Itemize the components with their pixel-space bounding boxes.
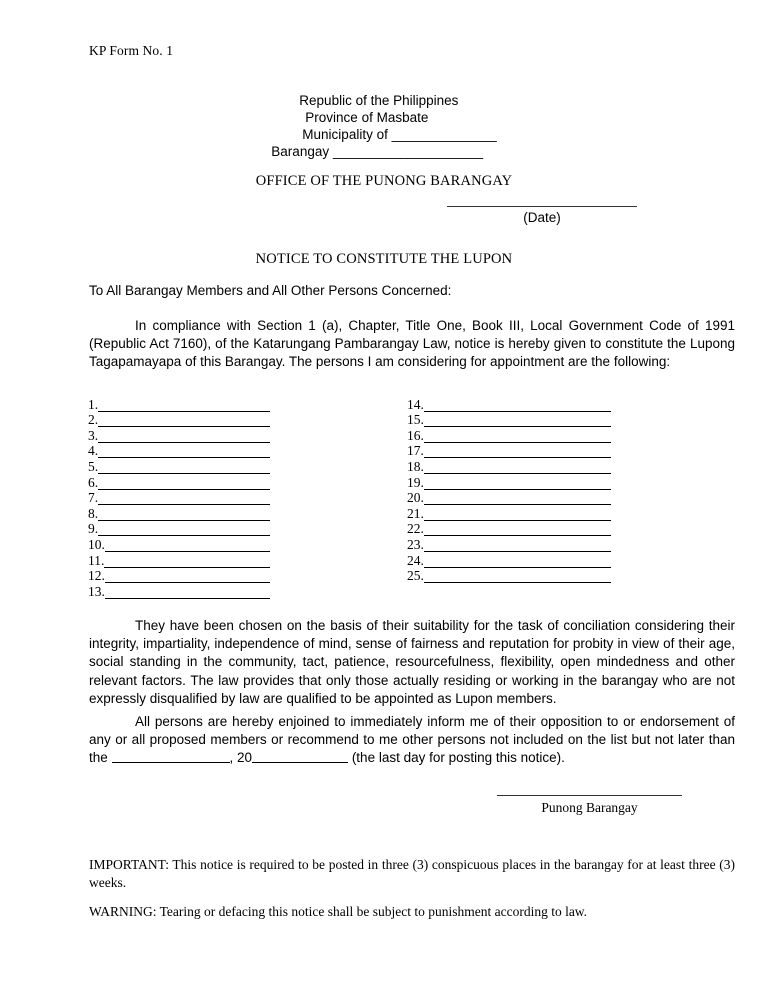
list-item[interactable] <box>407 396 611 412</box>
list-item[interactable] <box>88 536 270 552</box>
list-number: 7. <box>88 490 99 506</box>
form-number: KP Form No. 1 <box>89 43 174 58</box>
paragraph-chosen <box>89 617 735 708</box>
deadline-year-blank[interactable] <box>252 749 348 763</box>
list-item[interactable] <box>407 568 611 584</box>
list-item[interactable] <box>88 552 270 568</box>
list-number: 13. <box>88 583 105 599</box>
list-number: 6. <box>88 474 99 490</box>
list-blank-rule[interactable] <box>98 523 270 536</box>
list-blank-rule[interactable] <box>424 523 611 536</box>
paragraph-compliance <box>89 317 735 372</box>
list-number: 20. <box>407 490 424 506</box>
list-number: 23. <box>407 536 424 552</box>
list-blank-rule[interactable] <box>424 492 611 505</box>
list-blank-rule[interactable] <box>105 570 270 583</box>
list-number: 24. <box>407 552 424 568</box>
list-blank-rule[interactable] <box>424 399 611 412</box>
paragraph-enjoined-text-1: All persons are hereby enjoined to immediately inform me of their opposition to or endorsement of any or all proposed members or recommend to me other persons not included on the list but not later than the <box>89 714 735 766</box>
list-number: 10. <box>88 536 105 552</box>
list-item[interactable] <box>407 536 611 552</box>
deadline-day-blank[interactable] <box>112 749 230 763</box>
list-blank-rule[interactable] <box>98 508 270 521</box>
list-item[interactable] <box>407 427 611 443</box>
nominee-list-left <box>88 396 270 599</box>
signature-label: Punong Barangay <box>541 800 638 815</box>
list-item[interactable] <box>88 474 270 490</box>
letterhead-block <box>0 92 768 160</box>
list-number: 21. <box>407 505 424 521</box>
note-warning: WARNING: Tearing or defacing this notice shall be subject to punishment according to law. <box>89 904 588 919</box>
list-number: 15. <box>407 412 424 428</box>
list-number: 1. <box>88 396 99 412</box>
list-number: 18. <box>407 458 424 474</box>
list-number: 16. <box>407 427 424 443</box>
signature-block <box>497 795 682 816</box>
list-blank-rule[interactable] <box>98 414 270 427</box>
list-item[interactable] <box>88 427 270 443</box>
list-number: 4. <box>88 443 99 459</box>
list-item[interactable] <box>88 396 270 412</box>
list-item[interactable] <box>88 458 270 474</box>
list-blank-rule[interactable] <box>424 539 611 552</box>
list-number: 3. <box>88 427 99 443</box>
list-blank-rule[interactable] <box>424 445 611 458</box>
list-item[interactable] <box>407 458 611 474</box>
list-number: 17. <box>407 443 424 459</box>
list-blank-rule[interactable] <box>98 445 270 458</box>
list-item[interactable] <box>407 443 611 459</box>
list-blank-rule[interactable] <box>424 570 611 583</box>
list-item[interactable] <box>407 412 611 428</box>
list-blank-rule[interactable] <box>424 461 611 474</box>
paragraph-compliance-text: In compliance with Section 1 (a), Chapter, Title One, Book III, Local Government Code of 1991 (Republic Act 7160), of the Katarungang Pambarangay Law, notice is hereby given to constitute the Lupong Tagapamayapa of this Barangay. The persons I am considering for appointment are the following: <box>89 318 735 370</box>
salutation: To All Barangay Members and All Other Persons Concerned: <box>89 283 452 298</box>
list-number: 22. <box>407 521 424 537</box>
list-blank-rule[interactable] <box>98 430 270 443</box>
date-block <box>447 206 637 225</box>
letterhead-municipality: Municipality of ______________ <box>302 127 497 142</box>
list-blank-rule[interactable] <box>104 555 270 568</box>
list-item[interactable] <box>407 474 611 490</box>
list-number: 14. <box>407 396 424 412</box>
letterhead-province: Province of Masbate <box>305 110 429 125</box>
list-blank-rule[interactable] <box>98 399 270 412</box>
list-item[interactable] <box>407 490 611 506</box>
note-important: IMPORTANT: This notice is required to be posted in three (3) conspicuous places in the barangay for at least three (3) weeks. <box>89 857 735 890</box>
list-item[interactable] <box>88 490 270 506</box>
list-blank-rule[interactable] <box>105 586 270 599</box>
list-item[interactable] <box>88 583 270 599</box>
list-number: 12. <box>88 568 105 584</box>
letterhead-republic: Republic of the Philippines <box>299 93 459 108</box>
list-blank-rule[interactable] <box>98 461 270 474</box>
letterhead-barangay: Barangay ____________________ <box>271 144 483 159</box>
date-label: (Date) <box>523 210 561 225</box>
list-number: 9. <box>88 521 99 537</box>
list-item[interactable] <box>88 505 270 521</box>
list-item[interactable] <box>407 505 611 521</box>
list-blank-rule[interactable] <box>424 430 611 443</box>
list-number: 2. <box>88 412 99 428</box>
list-number: 11. <box>88 552 105 568</box>
list-blank-rule[interactable] <box>424 508 611 521</box>
notice-title: NOTICE TO CONSTITUTE THE LUPON <box>255 251 513 267</box>
paragraph-enjoined-text-3: (the last day for posting this notice). <box>348 750 565 766</box>
list-item[interactable] <box>88 521 270 537</box>
list-number: 19. <box>407 474 424 490</box>
nominee-list-right <box>407 396 611 583</box>
list-item[interactable] <box>407 552 611 568</box>
office-title: OFFICE OF THE PUNONG BARANGAY <box>255 173 513 189</box>
paragraph-enjoined <box>89 713 735 768</box>
paragraph-chosen-text: They have been chosen on the basis of their suitability for the task of conciliation considering their integrity, impartiality, independence of mind, sense of fairness and reputation for probity in view of their age, social standing in the community, tact, patience, resourcefulness, flexibility, open mindedness and other relevant factors. The law provides that only those actually residing or working in the barangay who are not expressly disqualified by law are qualified to be appointed as Lupon members. <box>89 618 735 706</box>
list-blank-rule[interactable] <box>424 555 611 568</box>
paragraph-enjoined-text-2: , 20 <box>229 750 253 766</box>
list-blank-rule[interactable] <box>105 539 270 552</box>
list-number: 8. <box>88 505 99 521</box>
list-blank-rule[interactable] <box>98 492 270 505</box>
list-item[interactable] <box>88 443 270 459</box>
list-item[interactable] <box>88 568 270 584</box>
list-item[interactable] <box>88 412 270 428</box>
list-blank-rule[interactable] <box>98 477 270 490</box>
list-number: 25. <box>407 568 424 584</box>
list-item[interactable] <box>407 521 611 537</box>
list-number: 5. <box>88 458 99 474</box>
list-blank-rule[interactable] <box>424 477 611 490</box>
list-blank-rule[interactable] <box>424 414 611 427</box>
